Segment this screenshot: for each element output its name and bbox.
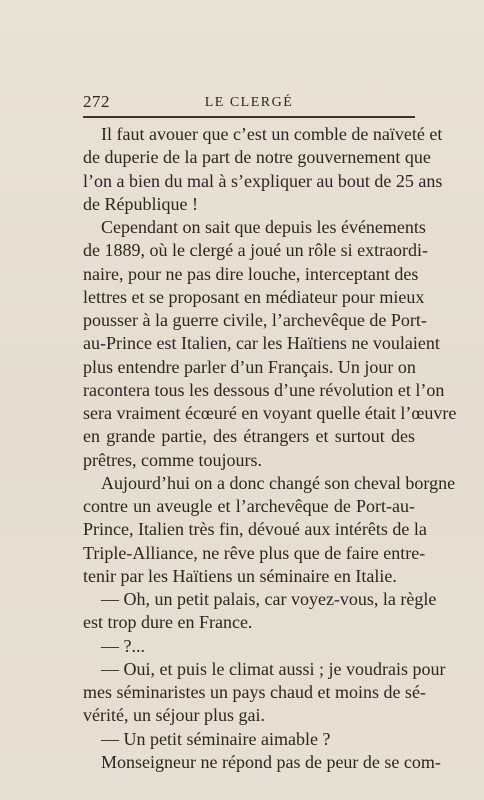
text-line: Prince, Italien très fin, dévoué aux intérêts de la [83,519,427,540]
text-line: Cependant on sait que depuis les événements [101,217,426,237]
text-line: contre un aveugle et l’archevêque de Port-au- [83,496,415,516]
text-line: naire, pour ne pas dire louche, interceptant des [83,263,419,284]
text-line: de duperie de la part de notre gouvernement que [83,147,431,168]
text-line: mes séminaristes un pays chaud et moins de sé- [83,682,426,702]
text-line: l’on a bien du mal à s’expliquer au bout de 25 ans [83,170,443,191]
text-line: Triple-Alliance, ne rêve plus que de faire entre- [83,542,426,563]
body-text [83,123,457,774]
text-line: sera vraiment écœuré en voyant quelle était l’œuvre [83,403,457,423]
running-title: LE CLERGÉ [204,95,294,110]
text-line: lettres et se proposant en médiateur pour mieux [83,286,425,307]
text-line: en grande partie, des étrangers et surtout des [83,426,415,447]
text-line: Aujourd’hui on a donc changé son cheval borgne [101,472,456,493]
text-line: de République ! [83,193,198,214]
text-line: au-Prince est Italien, car les Haïtiens ne voulaient [83,333,440,354]
text-line: — Oui, et puis le climat aussi ; je voudrais pour [101,658,446,679]
text-line: vérité, un séjour plus gai. [83,705,265,726]
text-line: pousser à la guerre civile, l’archevêque de Port- [83,310,427,330]
text-line: de 1889, où le clergé a joué un rôle si extraordi- [83,240,429,261]
header-rule [83,116,415,118]
page-number: 272 [83,92,110,111]
page-header [83,92,415,114]
text-line: est trop dure en France. [83,612,253,633]
text-line: — Un petit séminaire aimable ? [101,728,331,749]
text-line: — Oh, un petit palais, car voyez-vous, la règle [101,589,437,609]
text-line: Il faut avouer que c’est un comble de naïveté et [101,124,443,144]
text-line: prêtres, comme toujours. [83,449,262,470]
text-line: racontera tous les dessous d’une révolution et l’on [83,379,445,400]
text-line: Monseigneur ne répond pas de peur de se com- [101,751,441,772]
text-line: plus entendre parler d’un Français. Un jour on [83,356,416,377]
text-line: tenir par les Haïtiens un séminaire en Italie. [83,565,397,586]
text-line: — ?... [101,635,145,656]
